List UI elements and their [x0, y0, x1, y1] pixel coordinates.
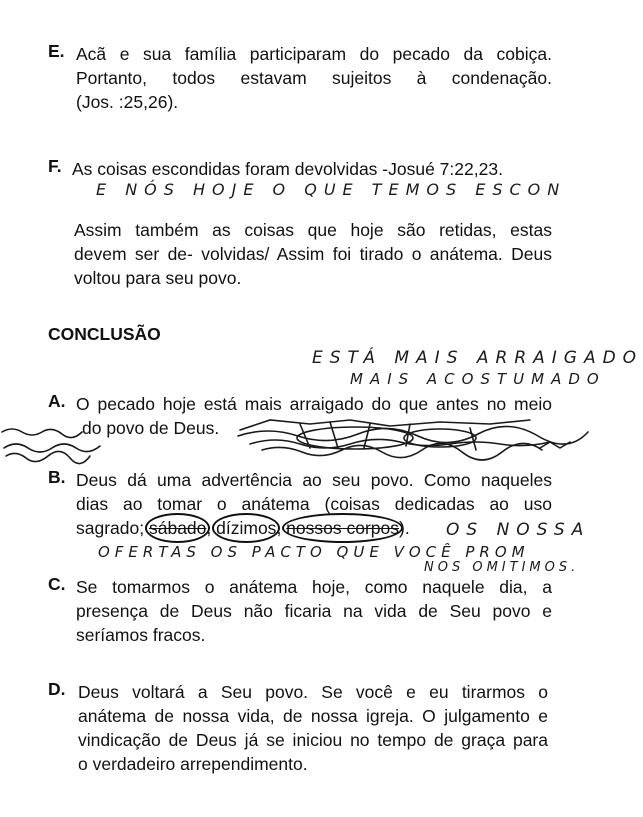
- item-c-letter: C.: [48, 574, 66, 594]
- text-line: Acã e sua família participaram do pecado da cobiça.: [76, 44, 552, 64]
- text-line: vindicação de Deus já se iniciou no tempo de graça para: [78, 730, 548, 750]
- text-line: Assim também as coisas que hoje são retidas, estas: [74, 220, 552, 240]
- item-b-letter: B.: [48, 467, 66, 487]
- text-line: Portanto, todos estavam sujeitos à condenação.: [76, 68, 552, 88]
- text-line: sagrado; sábado, dízimos, nossos corpos).: [76, 518, 410, 538]
- circled-word: dízimos: [216, 518, 277, 538]
- handwritten-note: MAIS ACOSTUMADO: [350, 370, 606, 388]
- handwritten-note: NOS OMITIMOS.: [424, 560, 580, 575]
- item-c-text: [76, 575, 552, 647]
- text-fragment: sagrado;: [76, 518, 145, 538]
- text-line: (Jos. :25,26).: [76, 92, 179, 112]
- item-a-letter: A.: [48, 391, 66, 411]
- item-d-letter: D.: [48, 679, 66, 699]
- section-heading: CONCLUSÃO: [48, 324, 161, 344]
- text-line: Deus dá uma advertência ao seu povo. Como naqueles: [76, 470, 552, 490]
- text-line: anátema de nossa vida, de nossa igreja. O julgamento e: [78, 706, 548, 726]
- text-fragment: ).: [399, 518, 410, 538]
- text-line: O pecado hoje está mais arraigado do que antes no meio: [76, 394, 552, 414]
- text-line: devem ser de- volvidas/ Assim foi tirado o anátema. Deus: [74, 244, 552, 264]
- item-f-letter: F.: [48, 156, 62, 176]
- item-d-text: [78, 680, 548, 776]
- text-line: As coisas escondidas foram devolvidas -Josué 7:22,23.: [72, 159, 503, 179]
- handwritten-note: OS NOSSA: [446, 520, 591, 540]
- handwritten-note: ESTÁ MAIS ARRAIGADO: [312, 348, 643, 368]
- text-line: Deus voltará a Seu povo. Se você e eu tirarmos o: [78, 682, 548, 702]
- text-line: presença de Deus não ficaria na vida de Seu povo e: [76, 601, 552, 621]
- item-e-letter: E.: [48, 41, 65, 61]
- circled-word: nossos corpos: [286, 518, 400, 538]
- text-line: voltou para seu povo.: [74, 268, 242, 288]
- text-line: do povo de Deus.: [82, 418, 220, 438]
- text-line: Se tomarmos o anátema hoje, como naquele dia, a: [76, 577, 552, 597]
- text-line: o verdadeiro arrependimento.: [78, 754, 308, 774]
- handwritten-note: E NÓS HOJE O QUE TEMOS ESCON: [96, 180, 567, 199]
- text-line: dias ao tomar o anátema (coisas dedicadas ao uso: [76, 494, 552, 514]
- text-line: seríamos fracos.: [76, 625, 206, 645]
- handwritten-note: OFERTAS OS PACTO QUE VOCÊ PROM: [98, 543, 530, 561]
- circled-word: sábado: [148, 518, 207, 538]
